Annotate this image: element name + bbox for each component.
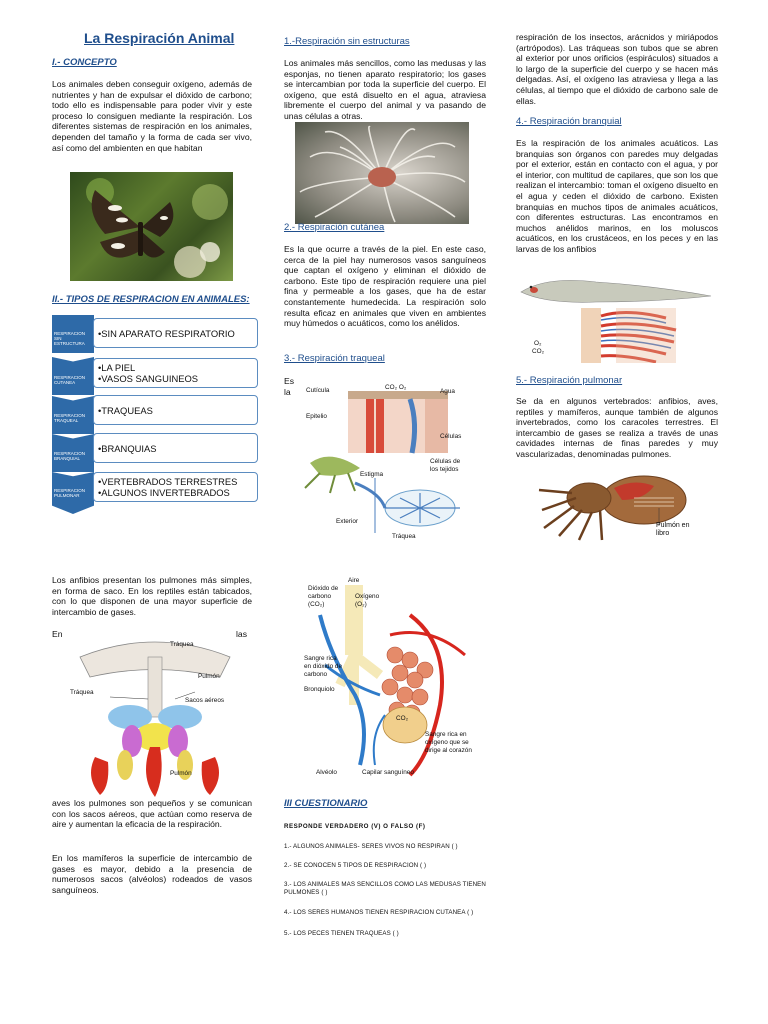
aves-label: Pulmón <box>198 673 220 680</box>
traqueal-label: Epitelio <box>306 413 327 420</box>
traqueal-diagram <box>300 383 485 543</box>
cutanea-heading: 2.- Respiración cutánea <box>284 222 385 233</box>
tipo-line: •BRANQUIAS <box>98 442 157 454</box>
alveolos-label: Sangre rica en dióxido de carbono <box>304 655 343 678</box>
traqueal-label: Tráquea <box>392 533 416 540</box>
tipo-tag-2: RESPIRACION CUTANEA <box>54 375 86 385</box>
pulmonar-heading: 5.- Respiración pulmonar <box>516 375 623 386</box>
tipo-box-2 <box>93 358 258 388</box>
traqueal-label: CO₂ O₂ <box>385 384 407 391</box>
tipo-box-3 <box>93 395 258 425</box>
traqueal-label: Exterior <box>336 518 359 525</box>
traqueal-label: Agua <box>440 388 455 395</box>
tipos-heading: II.- TIPOS DE RESPIRACION EN ANIMALES: <box>52 294 250 305</box>
en-left-text: En <box>52 629 63 639</box>
tipo-line: •TRAQUEAS <box>98 404 153 416</box>
branquial-label: O₂ <box>534 340 542 347</box>
cuestionario-heading: III CUESTIONARIO <box>284 798 368 809</box>
tipo-tag-5: RESPIRACION PULMONAR <box>54 488 86 498</box>
aves-label: Tráquea <box>170 641 194 648</box>
tipo-tag-3: RESPIRACION TRAQUEAL <box>54 413 86 423</box>
alveolos-label: CO₂ <box>396 715 409 722</box>
aves-label: Pulmón <box>170 770 192 777</box>
alveolos-label: Dióxido de carbono (CO₂) <box>308 585 339 608</box>
question-5: 5.- LOS PECES TIENEN TRAQUEAS ( ) <box>284 930 399 937</box>
branquial-heading: 4.- Respiración branquial <box>516 116 622 127</box>
traqueal-label: Cutícula <box>306 387 330 394</box>
branquial-label: CO₂ <box>532 348 545 355</box>
cuestionario-instruction: RESPONDE VERDADERO (V) O FALSO (F) <box>284 823 426 830</box>
aves-label: Sacos aéreos <box>185 697 225 704</box>
butterfly-photo <box>70 172 233 281</box>
question-4: 4.- LOS SERES HUMANOS TIENEN RESPIRACION CUTANEA ( ) <box>284 909 474 916</box>
cutanea-text: Es la que ocurre a través de la piel. En este caso, cerca de la piel hay numerosos vasos sanguíneos que captan el oxígeno y eliminan el dióxido de carbono. Este tipo de respiración requiere una piel fina y permeable a los gases, que ha de estar constantemente humedecida. La respiración solo resulta eficaz en animales que viven en ambientes muy húmedos o acuáticos, como los anélidos. <box>284 244 486 329</box>
concepto-heading: I.- CONCEPTO <box>52 57 117 68</box>
anfibios-text: Los anfibios presentan los pulmones más simples, en forma de saco. En los reptiles están tabicados, con lo que disponen de una mayor superficie de intercambio de gases. <box>52 575 252 617</box>
alveolos-label: Bronquiolo <box>304 686 335 693</box>
tipo-box-1 <box>93 318 258 348</box>
traqueal-label: Estigma <box>360 471 384 478</box>
tipo-line: •ALGUNOS INVERTEBRADOS <box>98 487 230 498</box>
tipo-line: •LA PIEL <box>98 362 136 373</box>
pulmonar-text: Se da en algunos vertebrados: anfibios, aves, reptiles y mamíferos, aunque también de algunos invertebrados, como los caracoles terrestres. El intercambio de gases se realiza a través de unas cavidades internas de finas paredes y muy vascularizadas, denominadas pulmones. <box>516 396 718 459</box>
traqueal-label: Células de los tejidos <box>430 458 461 473</box>
medusa-photo <box>295 122 469 224</box>
tipo-line: •VERTEBRADOS TERRESTRES <box>98 476 238 487</box>
branquial-text: Es la respiración de los animales acuáticos. Las branquias son órganos con paredes muy delgadas por el exterior, están en contacto con el agua, y por el interior, con multitud de capilares, que son los que realizan el intercambio: toman el oxígeno disuelto en el agua y ceden el dióxido de carbono. Existen branquias en muchos tipos de animales acuáticos, con diferentes estructuras. Las encontramos en muchos anélidos marinos, en los moluscos acuáticos, en los crustáceos, en los peces y en las larvas de los anfibios <box>516 138 718 254</box>
tipo-tag-1: RESPIRACION SIN ESTRUCTURA <box>54 331 86 346</box>
question-1: 1.- ALGUNOS ANIMALES- SERES VIVOS NO RESPIRAN ( ) <box>284 843 458 850</box>
tipo-line: •SIN APARATO RESPIRATORIO <box>98 327 235 339</box>
alveolos-label: Alvéolo <box>316 769 337 776</box>
question-3: 3.- LOS ANIMALES MAS SENCILLOS COMO LAS MEDUSAS TIENEN PULMONES ( ) <box>284 881 486 896</box>
tipo-line: •VASOS SANGUINEOS <box>98 373 199 384</box>
mamiferos-text: En los mamíferos la superficie de intercambio de gases es mayor, debido a la presencia de numerosos sacos (alvéolos) rodeados de vasos sanguíneos. <box>52 853 252 895</box>
aves-label: Tráquea <box>70 689 94 696</box>
branquial-diagram <box>516 268 716 363</box>
traqueal-label: Células <box>440 433 462 440</box>
tipo-tag-4: RESPIRACION BRANQUIAL <box>54 451 86 461</box>
sin-estructuras-text: Los animales más sencillos, como las medusas y las esponjas, no tienen aparato respiratorio; los gases se intercambian por toda la superficie del cuerpo. El oxígeno, que está disuelto en el agua, atraviesa libremente el cuerpo del animal y va pasando de unas células a otras. <box>284 58 486 121</box>
tipo-box-4 <box>93 433 258 463</box>
question-2: 2.- SE CONOCEN 5 TIPOS DE RESPIRACION ( ) <box>284 862 427 869</box>
traqueal-heading: 3.- Respiración traqueal <box>284 353 385 364</box>
pulmonar-label: Pulmón en libro <box>656 522 690 537</box>
tipo-box-5 <box>93 472 258 502</box>
alveolos-label: Aire <box>348 577 360 584</box>
page-title: La Respiración Animal <box>84 30 235 46</box>
alveolos-label: Oxígeno (O₂) <box>355 593 380 608</box>
alveolos-diagram <box>300 575 485 785</box>
en-right-text: las <box>236 629 247 639</box>
aves-diagram <box>70 637 240 797</box>
traqueal-continuation-text: respiración de los insectos, arácnidos y miriápodos (artrópodos). Las tráqueas son tubos que se abren al exterior por unos orificios (espiráculos) situados a lo largo de la superficie del cuerpo y se hacen más delgadas. Así, el oxígeno las atraviesa y llega a las células, al tiempo que el dióxido de carbono sale de ellas. <box>516 32 718 106</box>
alveolos-label: Capilar sanguíneo <box>362 769 414 776</box>
traqueal-text-start: Es la <box>284 376 295 397</box>
concepto-text: Los animales deben conseguir oxígeno, además de nutrientes y han de expulsar el dióxido de carbono; todo ello es indispensable para poder vivir y este proceso lo consiguen mediante la respiración. Los diferentes sistemas de respiración en los animales, dependen del tamaño y la forma de cada ser vivo, así como del ambienten en que habitan <box>52 79 252 153</box>
aves-text: aves los pulmones son pequeños y se comunican con los sacos aéreos, que actúan como reserva de aire y aumentan la eficacia de la respiración. <box>52 798 252 830</box>
alveolos-label: Sangre rica en oxígeno que se dirige al corazón <box>425 731 472 754</box>
pulmonar-diagram <box>534 468 714 543</box>
sin-estructuras-heading: 1.-Respiración sin estructuras <box>284 36 410 47</box>
